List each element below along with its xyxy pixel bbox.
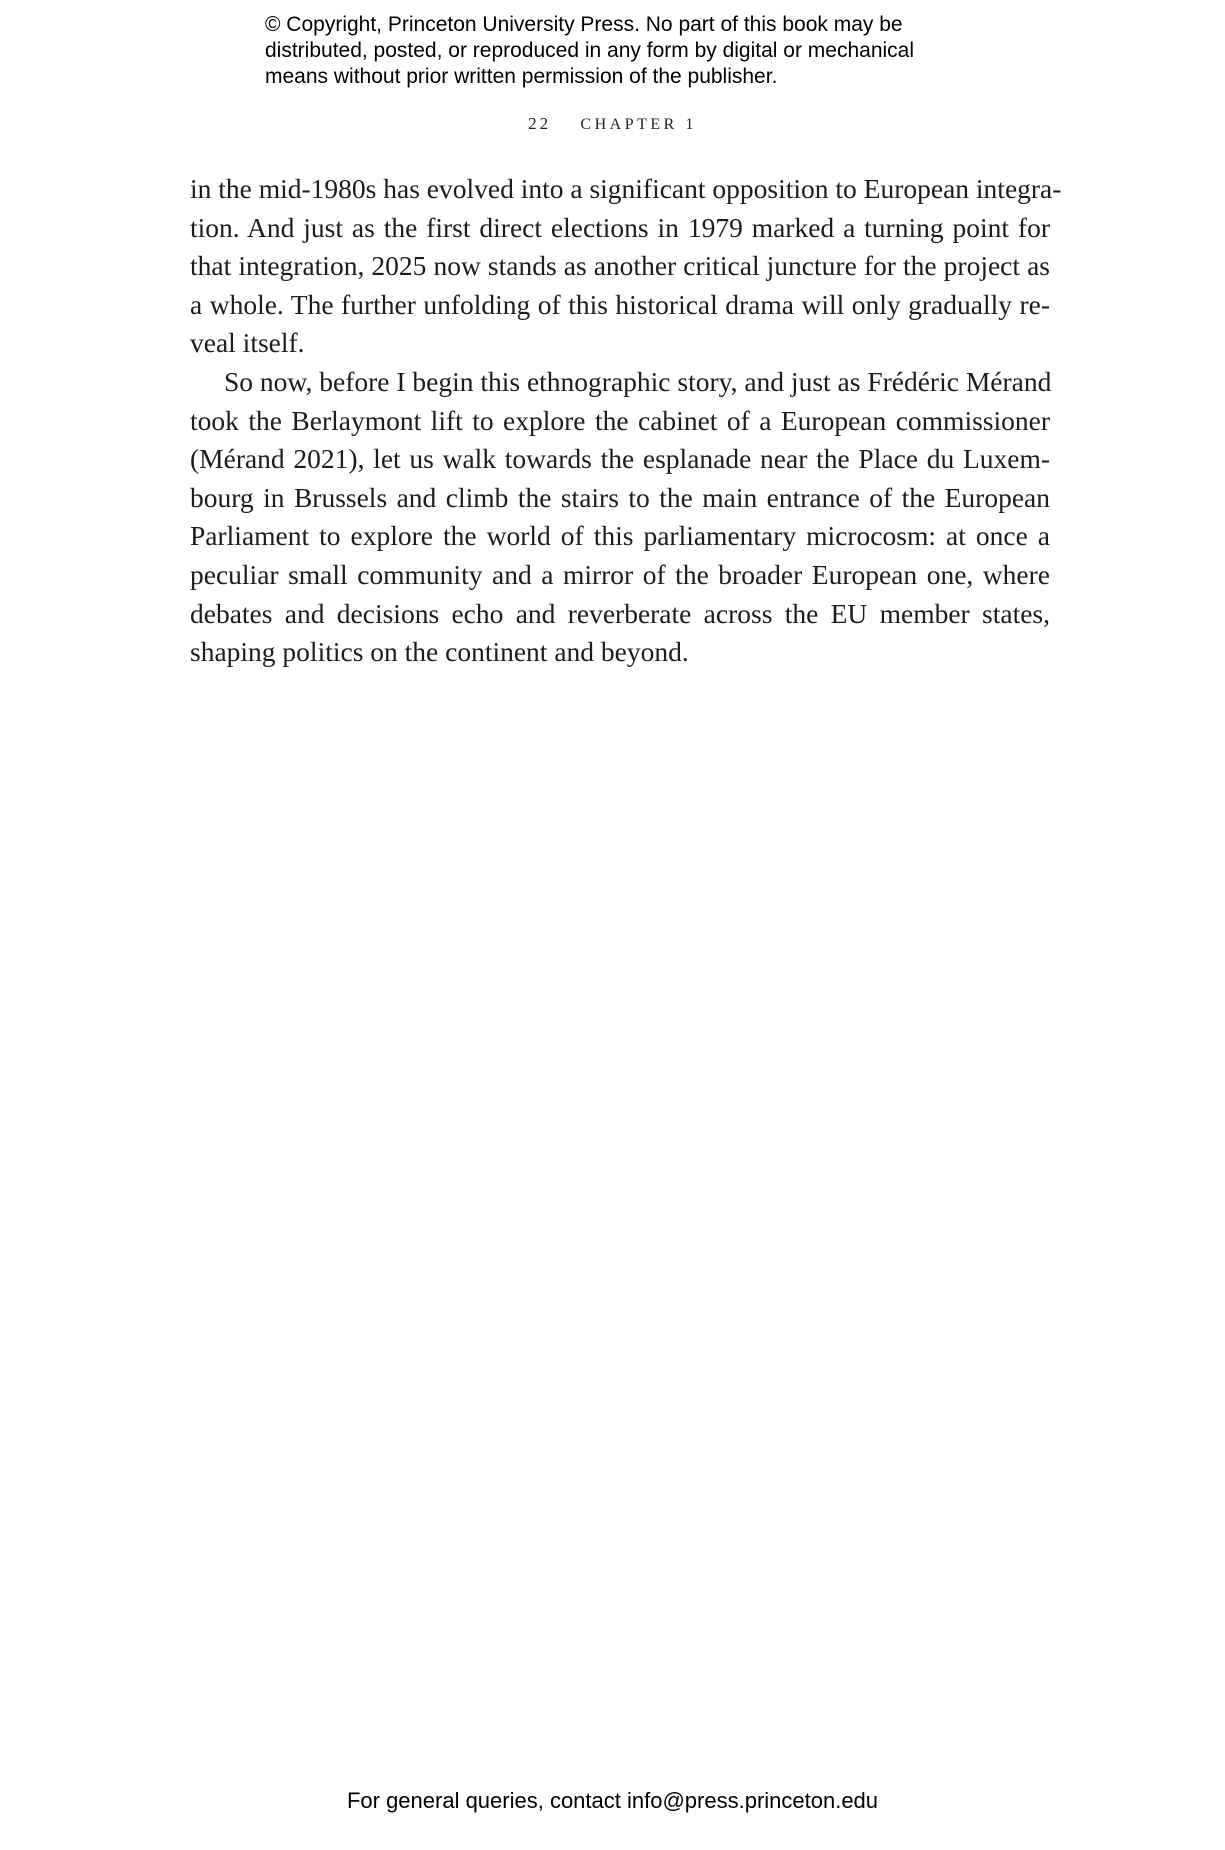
text-line: shaping politics on the continent and beyond. [190,636,689,668]
text-line: Parliament to explore the world of this parliamentary microcosm: at once a [190,520,1050,552]
text-line: peculiar small community and a mirror of the broader European one, where [190,558,1050,590]
text-line: that integration, 2025 now stands as another critical juncture for the project as [190,250,1050,282]
body-text [190,170,1062,672]
text-line: bourg in Brussels and climb the stairs to the main entrance of the European [190,481,1050,513]
copyright-notice [265,12,1005,90]
copyright-line: distributed, posted, or reproduced in any form by digital or mechanical [265,39,915,62]
text-line: in the mid-1980s has evolved into a significant opposition to European integra- [190,173,1062,204]
text-line: debates and decisions echo and reverberate across the EU member states, [190,597,1050,629]
text-line: took the Berlaymont lift to explore the cabinet of a European commissioner [190,404,1050,436]
text-line: (Mérand 2021), let us walk towards the esplanade near the Place du Luxem- [190,443,1050,475]
paragraph [190,363,1050,672]
text-line: veal itself. [190,327,305,359]
copyright-line: means without prior written permission of the publisher. [265,65,778,88]
page-number: 22 [528,114,552,133]
text-line: So now, before I begin this ethnographic story, and just as Frédéric Mérand [224,365,1052,397]
text-line: tion. And just as the first direct elections in 1979 marked a turning point for [190,211,1050,243]
footer-contact: For general queries, contact info@press.princeton.edu [346,1788,879,1813]
copyright-line: © Copyright, Princeton University Press. No part of this book may be [265,13,903,36]
running-head [0,114,1225,134]
text-line: a whole. The further unfolding of this historical drama will only gradually re- [190,288,1050,320]
paragraph [190,170,1062,363]
chapter-label: CHAPTER 1 [580,116,697,133]
